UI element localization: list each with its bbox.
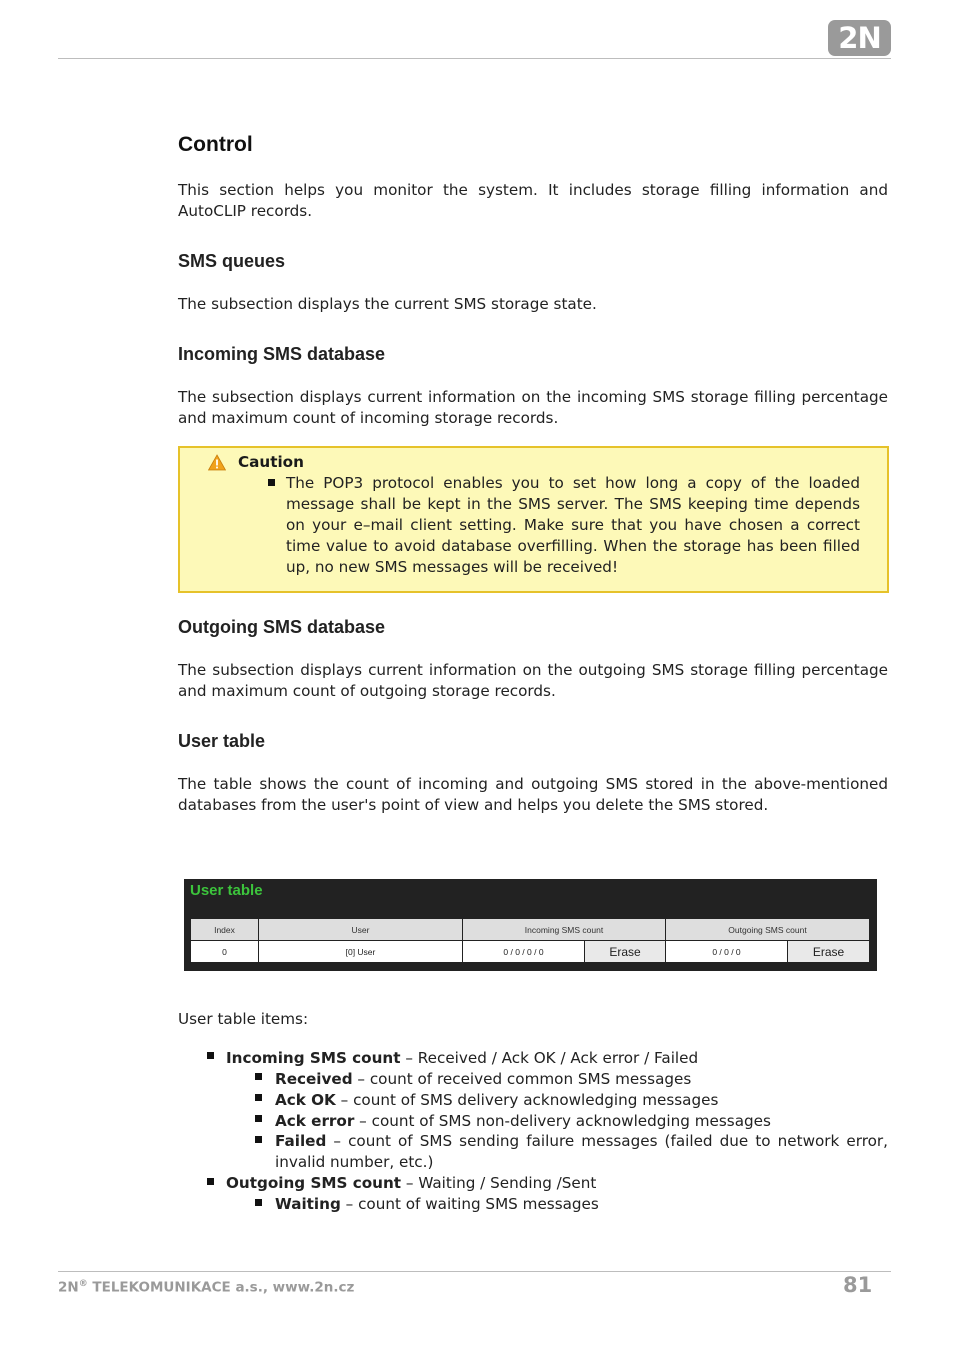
sms-queues-paragraph: The subsection displays the current SMS storage state. (178, 295, 597, 313)
header-divider (58, 58, 891, 59)
header-outgoing: Outgoing SMS count (666, 919, 870, 941)
header-incoming: Incoming SMS count (463, 919, 666, 941)
list-item-failed: Failed – count of SMS sending failure messages (failed due to network error, invalid number, etc.) (275, 1132, 888, 1171)
screenshot-title: User table (190, 882, 263, 899)
bullet-square-icon (255, 1115, 262, 1122)
page-number: 81 (843, 1273, 873, 1297)
header-index: Index (191, 919, 259, 941)
section-title-user-table: User table (178, 731, 266, 751)
user-table (190, 918, 870, 963)
section-title-incoming: Incoming SMS database (178, 344, 386, 364)
list-item-incoming: Incoming SMS count – Received / Ack OK / Ack error / Failed (226, 1049, 699, 1067)
bullet-square-icon (207, 1052, 214, 1059)
control-paragraph: This section helps you monitor the system. It includes storage filling information and AutoCLIP records. (178, 181, 888, 220)
company-logo: 2N (828, 20, 891, 56)
incoming-paragraph: The subsection displays current information on the incoming SMS storage filling percentage and maximum count of incoming storage records. (178, 388, 888, 427)
list-item-outgoing: Outgoing SMS count – Waiting / Sending /Sent (226, 1174, 597, 1192)
table-header-row (191, 919, 870, 941)
cell-user: [0] User (259, 941, 463, 963)
bullet-square-icon (207, 1178, 214, 1185)
bullet-square-icon (255, 1073, 262, 1080)
warning-icon (208, 454, 226, 471)
caution-box (178, 446, 889, 593)
list-item-ack-error: Ack error – count of SMS non-delivery acknowledging messages (275, 1112, 771, 1130)
items-intro: User table items: (178, 1010, 309, 1028)
user-table-screenshot (184, 879, 877, 971)
cell-outgoing-count: 0 / 0 / 0 (666, 941, 788, 963)
erase-incoming-button[interactable]: Erase (585, 941, 666, 963)
caution-title: Caution (238, 453, 304, 471)
list-item-received: Received – count of received common SMS messages (275, 1070, 692, 1088)
bullet-square-icon (255, 1136, 262, 1143)
header-user: User (259, 919, 463, 941)
section-title-outgoing: Outgoing SMS database (178, 617, 386, 637)
outgoing-paragraph: The subsection displays current information on the outgoing SMS storage filling percentage and maximum count of outgoing storage records. (178, 661, 888, 700)
section-title-sms-queues: SMS queues (178, 251, 286, 271)
list-item-waiting: Waiting – count of waiting SMS messages (275, 1195, 599, 1213)
footer-company: 2N® TELEKOMUNIKACE a.s., www.2n.cz (58, 1279, 355, 1296)
table-row (191, 941, 870, 963)
erase-outgoing-button[interactable]: Erase (788, 941, 870, 963)
cell-incoming-count: 0 / 0 / 0 / 0 (463, 941, 585, 963)
cell-index: 0 (191, 941, 259, 963)
bullet-square-icon (268, 479, 275, 486)
caution-text: The POP3 protocol enables you to set how long a copy of the loaded message shall be kept in the SMS server. The SMS keeping time depends on your e–mail client setting. Make sure that you have chosen a correct time value to avoid database overfilling. When the storage has been filled up, no new SMS messages will be received! (286, 474, 860, 576)
bullet-square-icon (255, 1094, 262, 1101)
user-table-paragraph: The table shows the count of incoming and outgoing SMS stored in the above-mentioned databases from the user's point of view and helps you delete the SMS stored. (178, 775, 888, 814)
bullet-square-icon (255, 1199, 262, 1206)
section-title-control: Control (178, 133, 253, 156)
footer-divider (58, 1271, 891, 1272)
list-item-ack-ok: Ack OK – count of SMS delivery acknowledging messages (275, 1091, 719, 1109)
